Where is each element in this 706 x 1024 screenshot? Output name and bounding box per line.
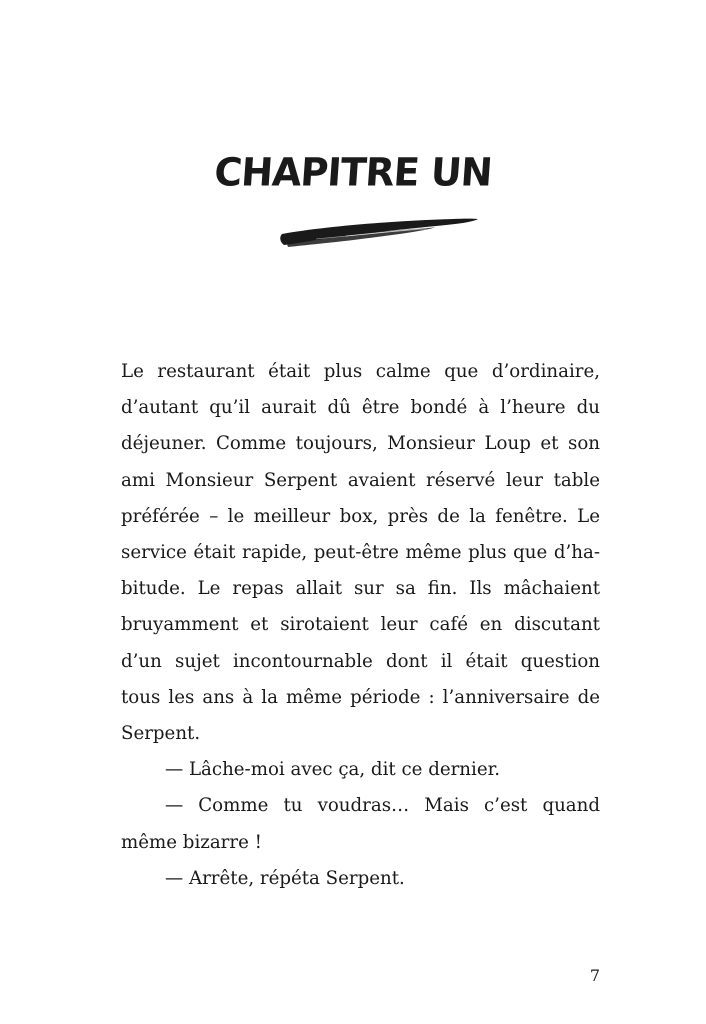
dialog-line: — Comme tu voudras… Mais c’est quand même bizarre !	[121, 795, 600, 853]
dialog-line: — Arrête, répéta Serpent.	[165, 867, 405, 889]
page-number: 7	[589, 966, 600, 985]
chapter-body	[121, 354, 600, 897]
chapter-title: CHAPITRE UN	[212, 149, 494, 195]
paragraph: Le restaurant était plus calme que d’ordinaire, d’autant qu’il aurait dû être bondé à l’heure du déjeuner. Comme toujours, Monsieur Loup et son ami Monsieur Serpent avaient réservé leur table préférée – le meilleur box, près de la fenêtre. Le service était rapide, peut-être même plus que d’habitude. Le repas allait sur sa fin. Ils mâchaient bruyamment et sirotaient leur café en discutant d’un sujet incontournable dont il était question tous les ans à la même période : l’anniversaire de Serpent.	[121, 361, 600, 745]
dialog-line: — Lâche-moi avec ça, dit ce dernier.	[165, 759, 501, 781]
brush-stroke-divider	[276, 212, 482, 252]
